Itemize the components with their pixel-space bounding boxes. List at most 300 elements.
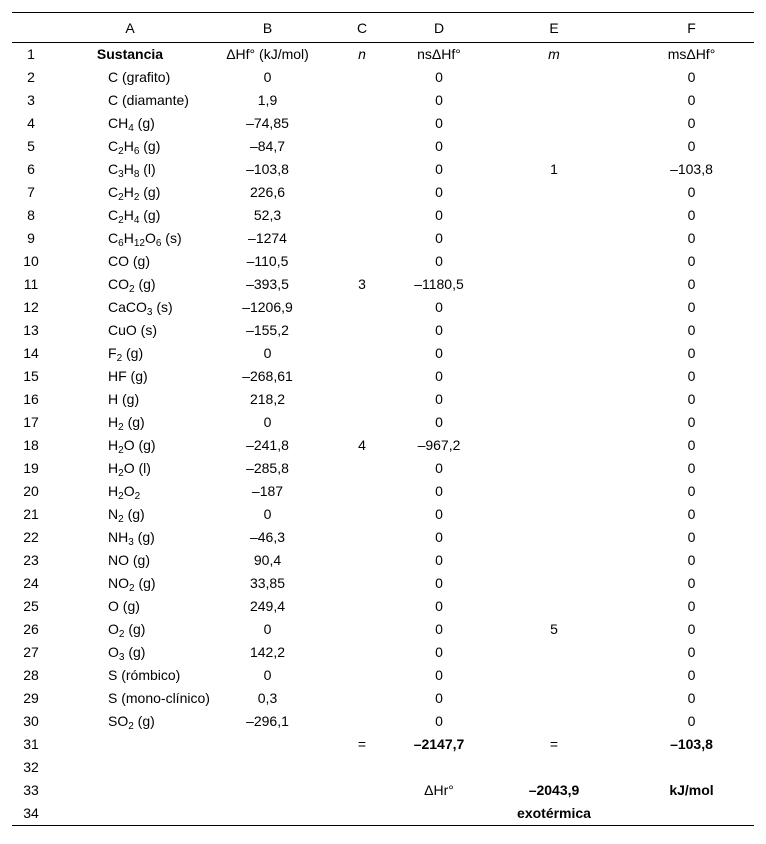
row-number: 9: [27, 230, 35, 246]
table-row: [12, 112, 754, 135]
formula-part: O: [108, 644, 119, 660]
summary-cell-f: kJ/mol: [669, 782, 714, 798]
n-product-value: 0: [435, 138, 443, 154]
column-header-e: E: [549, 19, 559, 36]
coefficient-m: [479, 572, 629, 595]
substance-cell: [50, 572, 210, 595]
table-row: [12, 296, 754, 319]
row-number: 4: [27, 115, 35, 131]
formula-part: O (g): [123, 437, 156, 453]
header-m-delta-hf: msΔHf°: [667, 46, 716, 62]
table-row: [12, 411, 754, 434]
coefficient-m: [479, 227, 629, 250]
coefficient-n: [325, 319, 399, 342]
formula-part: (g): [139, 184, 161, 200]
n-product-value: 0: [435, 230, 443, 246]
coefficient-n: [325, 411, 399, 434]
m-product-value: 0: [687, 506, 696, 522]
formula-subscript: 3: [146, 307, 153, 318]
m-product-value: 0: [687, 345, 696, 361]
enthalpy-value: –155,2: [246, 322, 289, 338]
coefficient-m: [479, 319, 629, 342]
coefficient-n: [325, 204, 399, 227]
n-product-value: 0: [435, 253, 443, 269]
formula-part: CO (g): [108, 253, 150, 269]
coefficient-m: [479, 411, 629, 434]
summary-cell-c: =: [357, 736, 367, 752]
table-row: [12, 227, 754, 250]
formula-part: CO: [108, 276, 129, 292]
m-product-value: 0: [687, 207, 696, 223]
m-product-value: 0: [687, 437, 696, 453]
formula-part: H: [123, 184, 134, 200]
formula-part: H (g): [108, 391, 140, 407]
coefficient-m: [479, 135, 629, 158]
n-product-value: 0: [435, 483, 443, 499]
formula-subscript: 2: [118, 215, 124, 226]
enthalpy-value: 0: [263, 621, 272, 637]
row-number: 21: [23, 506, 39, 522]
enthalpy-value: 0,3: [257, 690, 278, 706]
table-row: [12, 618, 754, 641]
table-row: [12, 250, 754, 273]
coefficient-n: [325, 135, 399, 158]
n-product-value: 0: [435, 644, 443, 660]
row-number: 13: [23, 322, 39, 338]
summary-cell-a: [50, 802, 210, 826]
summary-cell-c: [325, 802, 399, 826]
table-row: [12, 181, 754, 204]
formula-subscript: 4: [133, 215, 140, 226]
formula-subscript: 2: [118, 514, 124, 525]
coefficient-m: [479, 181, 629, 204]
table-row: [12, 457, 754, 480]
formula-subscript: 6: [133, 146, 140, 157]
formula-subscript: 2: [118, 629, 125, 640]
m-product-value: 0: [687, 667, 696, 683]
m-product-value: 0: [687, 184, 696, 200]
formula-part: (g): [133, 115, 155, 131]
enthalpy-value: –84,7: [249, 138, 286, 154]
coefficient-n: [325, 549, 399, 572]
coefficient-n: [325, 181, 399, 204]
enthalpy-value: 0: [263, 414, 272, 430]
summary-cell-b: [210, 779, 325, 802]
n-product-value: 0: [435, 575, 443, 591]
formula-subscript: 2: [118, 422, 124, 433]
table-row: [12, 135, 754, 158]
row-number: 34: [23, 805, 39, 821]
formula-subscript: 6: [155, 238, 162, 249]
m-product-value: 0: [687, 253, 696, 269]
substance-cell: [50, 411, 210, 434]
n-product-value: 0: [435, 621, 443, 637]
m-product-value: 0: [687, 483, 696, 499]
n-product-value: 0: [435, 161, 443, 177]
row-number: 24: [23, 575, 39, 591]
summary-cell-e: exotérmica: [517, 805, 591, 821]
summary-cell-e: [479, 756, 629, 779]
m-product-value: 0: [687, 690, 696, 706]
row-number: 32: [23, 759, 39, 775]
m-product-value: 0: [687, 230, 696, 246]
coefficient-m: [479, 296, 629, 319]
column-header-f: F: [687, 19, 696, 36]
row-number: 27: [23, 644, 39, 660]
formula-part: (g): [123, 414, 145, 430]
formula-subscript: 6: [118, 238, 124, 249]
formula-part: NO (g): [108, 552, 150, 568]
row-number: 6: [27, 161, 35, 177]
coefficient-m: [479, 526, 629, 549]
table-row: [12, 503, 754, 526]
row-number: 14: [23, 345, 39, 361]
m-product-value: 0: [687, 299, 696, 315]
coefficient-n: [325, 526, 399, 549]
coefficient-m: [479, 204, 629, 227]
table-row: [12, 595, 754, 618]
n-product-value: 0: [435, 529, 443, 545]
formula-subscript: 2: [129, 583, 135, 594]
substance-cell: [50, 641, 210, 664]
coefficient-n: 3: [358, 276, 366, 292]
coefficient-n: [325, 296, 399, 319]
formula-part: (g): [139, 138, 161, 154]
coefficient-n: [325, 457, 399, 480]
substance-cell: [50, 595, 210, 618]
row-number: 29: [23, 690, 39, 706]
row-number: 3: [27, 92, 35, 108]
row-number: 30: [23, 713, 39, 729]
header-substance: Sustancia: [96, 46, 164, 62]
substance-cell: [50, 342, 210, 365]
enthalpy-value: –268,61: [242, 368, 293, 384]
m-product-value: 0: [687, 276, 696, 292]
m-product-value: 0: [687, 644, 696, 660]
formula-part: (g): [124, 621, 146, 637]
n-product-value: 0: [435, 92, 443, 108]
header-n: n: [358, 46, 366, 62]
coefficient-n: [325, 503, 399, 526]
coefficient-m: [479, 503, 629, 526]
coefficient-n: [325, 480, 399, 503]
substance-cell: [50, 457, 210, 480]
table-row: [12, 664, 754, 687]
row-number: 8: [27, 207, 35, 223]
substance-cell: [50, 227, 210, 250]
formula-part: NH: [108, 529, 129, 545]
table-row: [12, 710, 754, 733]
formula-part: (g): [133, 529, 155, 545]
summary-cell-b: [210, 733, 325, 756]
coefficient-n: [325, 595, 399, 618]
row-number: 33: [23, 782, 39, 798]
column-header-a: A: [125, 19, 135, 36]
substance-cell: [50, 503, 210, 526]
substance-cell: [50, 181, 210, 204]
coefficient-n: [325, 388, 399, 411]
n-product-value: 0: [435, 368, 443, 384]
coefficient-n: [325, 342, 399, 365]
enthalpy-value: –393,5: [246, 276, 289, 292]
formula-part: SO: [108, 713, 129, 729]
enthalpy-value: –1274: [248, 230, 287, 246]
summary-cell-f: –103,8: [670, 736, 713, 752]
table-row: [12, 549, 754, 572]
substance-cell: [50, 434, 210, 457]
formula-part: O (l): [123, 460, 151, 476]
coefficient-m: [479, 664, 629, 687]
formula-part: H: [108, 437, 119, 453]
coefficient-n: 4: [358, 437, 366, 453]
m-product-value: 0: [687, 575, 696, 591]
coefficient-n: [325, 710, 399, 733]
table-row: [12, 204, 754, 227]
column-letter-header-row: [12, 13, 754, 43]
column-header-c: C: [356, 19, 368, 36]
formula-part: (g): [134, 575, 156, 591]
summary-cell-c: [325, 756, 399, 779]
enthalpy-value: –241,8: [246, 437, 289, 453]
formula-part: H: [123, 138, 134, 154]
row-number: 20: [23, 483, 39, 499]
summary-cell-d: [399, 756, 479, 779]
row-number: 18: [23, 437, 39, 453]
row-number: 2: [27, 69, 35, 85]
n-product-value: 0: [435, 414, 443, 430]
substance-cell: [50, 273, 210, 296]
coefficient-n: [325, 641, 399, 664]
formula-part: H: [123, 161, 134, 177]
coefficient-n: [325, 158, 399, 181]
formula-part: (g): [139, 207, 161, 223]
substance-cell: [50, 112, 210, 135]
substance-cell: [50, 710, 210, 733]
enthalpy-value: –1206,9: [242, 299, 293, 315]
table-row: [12, 641, 754, 664]
n-product-value: –967,2: [417, 437, 461, 453]
formula-part: O: [108, 621, 119, 637]
coefficient-n: [325, 250, 399, 273]
coefficient-n: [325, 112, 399, 135]
substance-cell: [50, 526, 210, 549]
formula-part: H: [108, 460, 119, 476]
enthalpy-value: –187: [251, 483, 284, 499]
summary-cell-e: –2043,9: [528, 782, 580, 798]
n-product-value: 0: [435, 184, 443, 200]
enthalpy-value: 0: [263, 667, 272, 683]
formula-subscript: 2: [118, 468, 124, 479]
coefficient-n: [325, 687, 399, 710]
row-number: 7: [27, 184, 35, 200]
formula-part: C: [108, 138, 119, 154]
formula-part: (s): [161, 230, 182, 246]
formula-part: (g): [133, 713, 155, 729]
summary-cell-a: [50, 779, 210, 802]
coefficient-m: [479, 250, 629, 273]
table-row: [12, 319, 754, 342]
enthalpy-value: 33,85: [249, 575, 286, 591]
coefficient-n: [325, 618, 399, 641]
coefficient-m: [479, 480, 629, 503]
coefficient-n: [325, 365, 399, 388]
row-number: 15: [23, 368, 39, 384]
formula-part: F: [108, 345, 117, 361]
coefficient-m: 5: [550, 621, 558, 637]
summary-cell-b: [210, 802, 325, 826]
table-row: [12, 526, 754, 549]
row-number: 11: [23, 276, 39, 292]
substance-cell: [50, 296, 210, 319]
row-number: 5: [27, 138, 35, 154]
coefficient-n: [325, 664, 399, 687]
coefficient-m: [479, 342, 629, 365]
enthalpy-value: –103,8: [246, 161, 289, 177]
n-product-value: 0: [435, 207, 443, 223]
m-product-value: 0: [687, 92, 696, 108]
enthalpy-value: –110,5: [246, 253, 289, 269]
formula-subscript: 3: [128, 537, 134, 548]
m-product-value: 0: [687, 621, 696, 637]
column-header-d: D: [433, 19, 445, 36]
coefficient-n: [325, 227, 399, 250]
m-product-value: 0: [687, 115, 696, 131]
formula-part: H: [108, 483, 119, 499]
m-product-value: 0: [687, 138, 696, 154]
substance-cell: [50, 618, 210, 641]
table-row: [12, 365, 754, 388]
row-number: 22: [23, 529, 39, 545]
summary-cell-a: [50, 733, 210, 756]
formula-part: C: [108, 184, 119, 200]
summary-row: [12, 733, 754, 756]
formula-subscript: 2: [134, 491, 141, 502]
m-product-value: 0: [687, 322, 696, 338]
n-product-value: 0: [435, 552, 443, 568]
m-product-value: 0: [687, 391, 696, 407]
n-product-value: 0: [435, 598, 443, 614]
formula-subscript: 2: [118, 146, 124, 157]
formula-part: C: [108, 161, 119, 177]
formula-part: O (g): [108, 598, 140, 614]
coefficient-n: [325, 66, 399, 89]
n-product-value: 0: [435, 690, 443, 706]
substance-cell: [50, 687, 210, 710]
coefficient-m: [479, 595, 629, 618]
row-number: 28: [23, 667, 39, 683]
substance-cell: [50, 89, 210, 112]
summary-cell-d: –2147,7: [413, 736, 465, 752]
n-product-value: 0: [435, 667, 443, 683]
formula-part: HF (g): [108, 368, 148, 384]
formula-subscript: 2: [128, 721, 134, 732]
table-row: [12, 388, 754, 411]
coefficient-m: [479, 457, 629, 480]
enthalpy-value: 0: [263, 506, 272, 522]
coefficient-m: [479, 641, 629, 664]
formula-subscript: 2: [118, 491, 124, 502]
summary-cell-a: [50, 756, 210, 779]
coefficient-m: [479, 89, 629, 112]
substance-cell: [50, 204, 210, 227]
row-number: 31: [23, 736, 39, 752]
n-product-value: 0: [435, 391, 443, 407]
row-number: 1: [27, 46, 35, 62]
table-row: [12, 687, 754, 710]
n-product-value: 0: [435, 115, 443, 131]
n-product-value: 0: [435, 506, 443, 522]
substance-cell: [50, 250, 210, 273]
formula-subscript: 12: [133, 238, 145, 249]
substance-cell: [50, 480, 210, 503]
summary-cell-d: ΔHr°: [424, 782, 454, 798]
m-product-value: –103,8: [670, 161, 713, 177]
row-number: 23: [23, 552, 39, 568]
formula-subscript: 2: [116, 353, 123, 364]
formula-part: H: [123, 207, 134, 223]
n-product-value: 0: [435, 322, 443, 338]
enthalpy-value: –285,8: [246, 460, 289, 476]
formula-part: C (diamante): [108, 92, 189, 108]
coefficient-m: [479, 112, 629, 135]
table-row: [12, 89, 754, 112]
coefficient-m: [479, 273, 629, 296]
substance-cell: [50, 158, 210, 181]
header-n-delta-hf: nsΔHf°: [417, 46, 461, 62]
coefficient-m: [479, 365, 629, 388]
row-number: 12: [23, 299, 39, 315]
formula-part: (l): [139, 161, 156, 177]
formula-part: (g): [123, 506, 145, 522]
coefficient-n: [325, 89, 399, 112]
formula-part: C: [108, 207, 119, 223]
enthalpy-value: 0: [263, 345, 272, 361]
formula-part: O: [123, 483, 135, 499]
summary-row: [12, 779, 754, 802]
table-row: [12, 434, 754, 457]
m-product-value: 0: [687, 598, 696, 614]
coefficient-m: 1: [550, 161, 558, 177]
enthalpy-value: –74,85: [246, 115, 289, 131]
m-product-value: 0: [687, 368, 696, 384]
formula-part: H: [123, 230, 134, 246]
substance-cell: [50, 365, 210, 388]
coefficient-n: [325, 572, 399, 595]
formula-part: (s): [152, 299, 173, 315]
substance-cell: [50, 135, 210, 158]
row-number: 26: [23, 621, 39, 637]
formula-subscript: 2: [133, 192, 140, 203]
coefficient-m: [479, 687, 629, 710]
column-header-b: B: [262, 19, 273, 36]
m-product-value: 0: [687, 69, 696, 85]
n-product-value: 0: [435, 345, 443, 361]
coefficient-m: [479, 710, 629, 733]
coefficient-m: [479, 66, 629, 89]
n-product-value: –1180,5: [414, 276, 464, 292]
substance-cell: [50, 319, 210, 342]
table-body: [12, 43, 754, 826]
enthalpy-spreadsheet-table: [12, 12, 754, 826]
n-product-value: 0: [435, 69, 443, 85]
enthalpy-value: 249,4: [249, 598, 286, 614]
formula-part: C (grafito): [108, 69, 171, 85]
n-product-value: 0: [435, 299, 443, 315]
table-header-row: [12, 43, 754, 67]
formula-subscript: 3: [118, 652, 125, 663]
table-row: [12, 158, 754, 181]
table-row: [12, 572, 754, 595]
